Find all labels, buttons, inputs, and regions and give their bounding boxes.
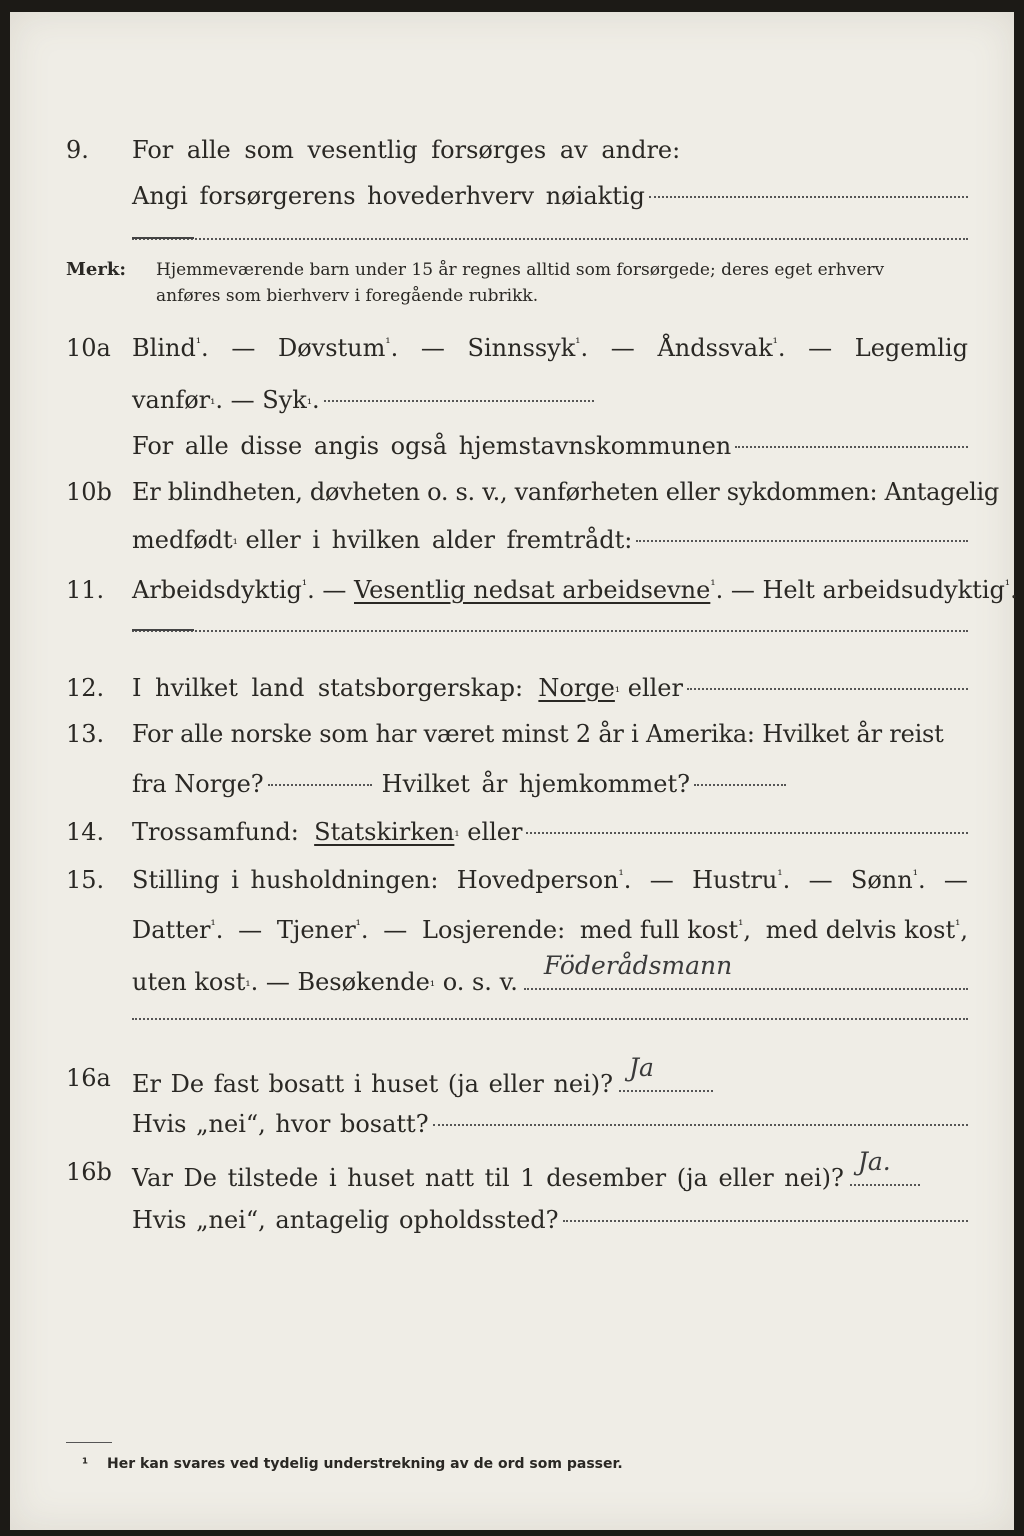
q15-number: 15. xyxy=(66,866,105,894)
q9-text: For alle som vesentlig forsørges av andre: xyxy=(132,136,681,164)
q16a-row-2 xyxy=(10,1104,1014,1144)
option-hovedperson[interactable]: Hovedperson xyxy=(456,866,619,894)
option-tjener[interactable]: Tjener xyxy=(276,916,356,944)
opholdssted-input[interactable] xyxy=(563,1220,968,1222)
q10b-text: Er blindheten, døvheten o. s. v., vanførheten eller sykdommen: Antagelig xyxy=(132,478,999,506)
option-andssvak[interactable]: Åndssvak xyxy=(657,334,773,362)
q16a-number: 16a xyxy=(66,1064,111,1092)
merk-line-1: Hjemmeværende barn under 15 år regnes alltid som forsørgede; deres eget erhverv xyxy=(156,260,885,280)
alder-input[interactable] xyxy=(636,540,968,542)
q16b-number: 16b xyxy=(66,1158,112,1186)
q14-prompt: Trossamfund: xyxy=(132,818,299,846)
merk-label: Merk: xyxy=(66,259,126,280)
q13-reist-prompt: fra Norge? xyxy=(132,770,264,798)
merk-line-2: anføres som bierhverv i foregående rubrikk. xyxy=(156,286,539,306)
option-arbeidsdyktig[interactable]: Arbeidsdyktig xyxy=(132,576,302,604)
q16a-row xyxy=(10,1053,1014,1098)
q16b-row-2 xyxy=(10,1200,1014,1240)
hvor-bosatt-input[interactable] xyxy=(433,1124,968,1126)
q9-number: 9. xyxy=(66,136,89,164)
q13-number: 13. xyxy=(66,720,105,748)
q16a-prompt: Er De fast bosatt i huset (ja eller nei)? xyxy=(132,1070,614,1098)
q13-row-2 xyxy=(10,764,1014,804)
q15-row-2: Datter$^{^1}$. — Tjener$^{^1}$. — Losjerende: med full kost$^{^1}$, med delvis kost$^{^1}$, xyxy=(10,910,1014,950)
option-med-delvis-kost[interactable]: med delvis kost xyxy=(765,916,956,944)
q9-answer-line[interactable] xyxy=(649,196,968,198)
footnote-divider xyxy=(66,1442,112,1443)
option-sonn[interactable]: Sønn xyxy=(850,866,913,894)
q16a-hvor-prompt: Hvis „nei“, hvor bosatt? xyxy=(132,1110,429,1138)
option-dovstum[interactable]: Døvstum xyxy=(277,334,386,362)
q10a-syk-line[interactable] xyxy=(324,400,594,402)
q14-number: 14. xyxy=(66,818,105,846)
q10b-row xyxy=(10,472,1014,512)
option-hustru[interactable]: Hustru xyxy=(692,866,778,894)
q14-eller: eller xyxy=(467,818,523,846)
hjemstavn-input[interactable] xyxy=(735,446,968,448)
tilstede-input[interactable] xyxy=(850,1147,920,1186)
q12-eller: eller xyxy=(627,674,683,702)
form-page xyxy=(10,12,1018,1530)
option-helt-arbeidsudyktig[interactable]: Helt arbeidsudyktig xyxy=(762,576,1005,604)
q13-text: For alle norske som har været minst 2 år i Amerika: Hvilket år reist xyxy=(132,720,944,748)
q11-row: 11. Arbeidsdyktig$^{^1}$. — Vesentlig nedsat arbeidsevne$^{^1}$. — Helt arbeidsudyktig$^{^1}$. xyxy=(10,570,1014,610)
option-legemlig[interactable]: Legemlig xyxy=(854,334,968,362)
q9-field-row xyxy=(10,176,1014,216)
q10a-hjemstavn-prompt: For alle disse angis også hjemstavnskommunen xyxy=(132,432,732,460)
reist-ar-input[interactable] xyxy=(268,784,372,786)
statsborgerskap-input[interactable] xyxy=(687,688,968,690)
q9-row xyxy=(10,130,1014,170)
option-datter[interactable]: Datter xyxy=(132,916,211,944)
q10b-row-2: medfødt ¹ eller i hvilken alder fremtrådt: xyxy=(10,520,1014,560)
q15-row: 15. Stilling i husholdningen: Hovedperson$^{^1}$. — Hustru$^{^1}$. — Sønn$^{^1}$. — xyxy=(10,860,1014,900)
q11-number: 11. xyxy=(66,576,105,604)
q16b-row xyxy=(10,1147,1014,1192)
footnote-text: Her kan svares ved tydelig understrekning av de ord som passer. xyxy=(107,1456,623,1472)
q10a-options: Blind$^{^1}$. — Døvstum$^{^1}$. — Sinnssyk$^{^1}$. — Åndssvak$^{^1}$. — Legemlig xyxy=(132,328,968,368)
q9-prompt: Angi forsørgerens hovederhverv nøiaktig xyxy=(132,182,645,210)
handwritten-stilling: Föderådsmann xyxy=(543,951,733,980)
q13-hjemkommet-prompt: Hvilket år hjemkommet? xyxy=(381,770,691,798)
hjemkommet-ar-input[interactable] xyxy=(694,784,786,786)
q13-row xyxy=(10,714,1014,754)
option-medfodt[interactable]: medfødt xyxy=(132,526,233,554)
q12-row: 12. I hvilket land statsborgerskap: Norge ¹ eller xyxy=(10,668,1014,708)
q15-extra-line[interactable] xyxy=(132,1018,968,1020)
handwritten-tilstede: Ja. xyxy=(857,1147,891,1176)
option-statskirken[interactable]: Statskirken xyxy=(314,818,455,846)
q15-prompt: Stilling i husholdningen: xyxy=(132,866,439,894)
option-syk[interactable]: Syk xyxy=(262,386,307,414)
q16b-opholdssted-prompt: Hvis „nei“, antagelig opholdssted? xyxy=(132,1206,559,1234)
q11-extra-line[interactable] xyxy=(132,630,968,632)
q10a-row xyxy=(10,328,1014,368)
option-vesentlig-nedsat[interactable]: Vesentlig nedsat arbeidsevne xyxy=(354,576,711,604)
trossamfund-input[interactable] xyxy=(526,832,968,834)
q10a-number: 10a xyxy=(66,334,111,362)
q9-extra-line[interactable] xyxy=(132,238,968,240)
q12-number: 12. xyxy=(66,674,105,702)
bosatt-input[interactable] xyxy=(619,1053,713,1092)
q14-row: 14. Trossamfund: Statskirken ¹ eller xyxy=(10,812,1014,852)
q10a-row-2: vanfør ¹ . — Syk ¹ . xyxy=(10,380,1014,420)
q15-osv: o. s. v. xyxy=(442,968,518,996)
option-norge[interactable]: Norge xyxy=(538,674,615,702)
footnote xyxy=(82,1456,623,1472)
footnote-mark: ¹ xyxy=(82,1456,89,1472)
option-uten-kost[interactable]: uten kost xyxy=(132,968,246,996)
q10b-alder-prompt: eller i hvilken alder fremtrådt: xyxy=(245,526,633,554)
option-blind[interactable]: Blind xyxy=(132,334,196,362)
q12-prompt: I hvilket land statsborgerskap: xyxy=(132,674,524,702)
option-besokende[interactable]: Besøkende xyxy=(297,968,430,996)
stilling-input[interactable] xyxy=(524,951,968,990)
option-sinnssyk[interactable]: Sinnssyk xyxy=(467,334,576,362)
option-losjerende: Losjerende: xyxy=(422,916,566,944)
handwritten-bosatt: Ja xyxy=(629,1053,654,1082)
option-med-full-kost[interactable]: med full kost xyxy=(579,916,739,944)
q16b-prompt: Var De tilstede i huset natt til 1 desember (ja eller nei)? xyxy=(132,1164,844,1192)
q10b-number: 10b xyxy=(66,478,112,506)
q10a-row-3 xyxy=(10,426,1014,466)
option-vanfor[interactable]: vanfør xyxy=(132,386,211,414)
q15-row-3: uten kost ¹ . — Besøkende ¹ o. s. v. Föderådsmann xyxy=(10,956,1014,996)
